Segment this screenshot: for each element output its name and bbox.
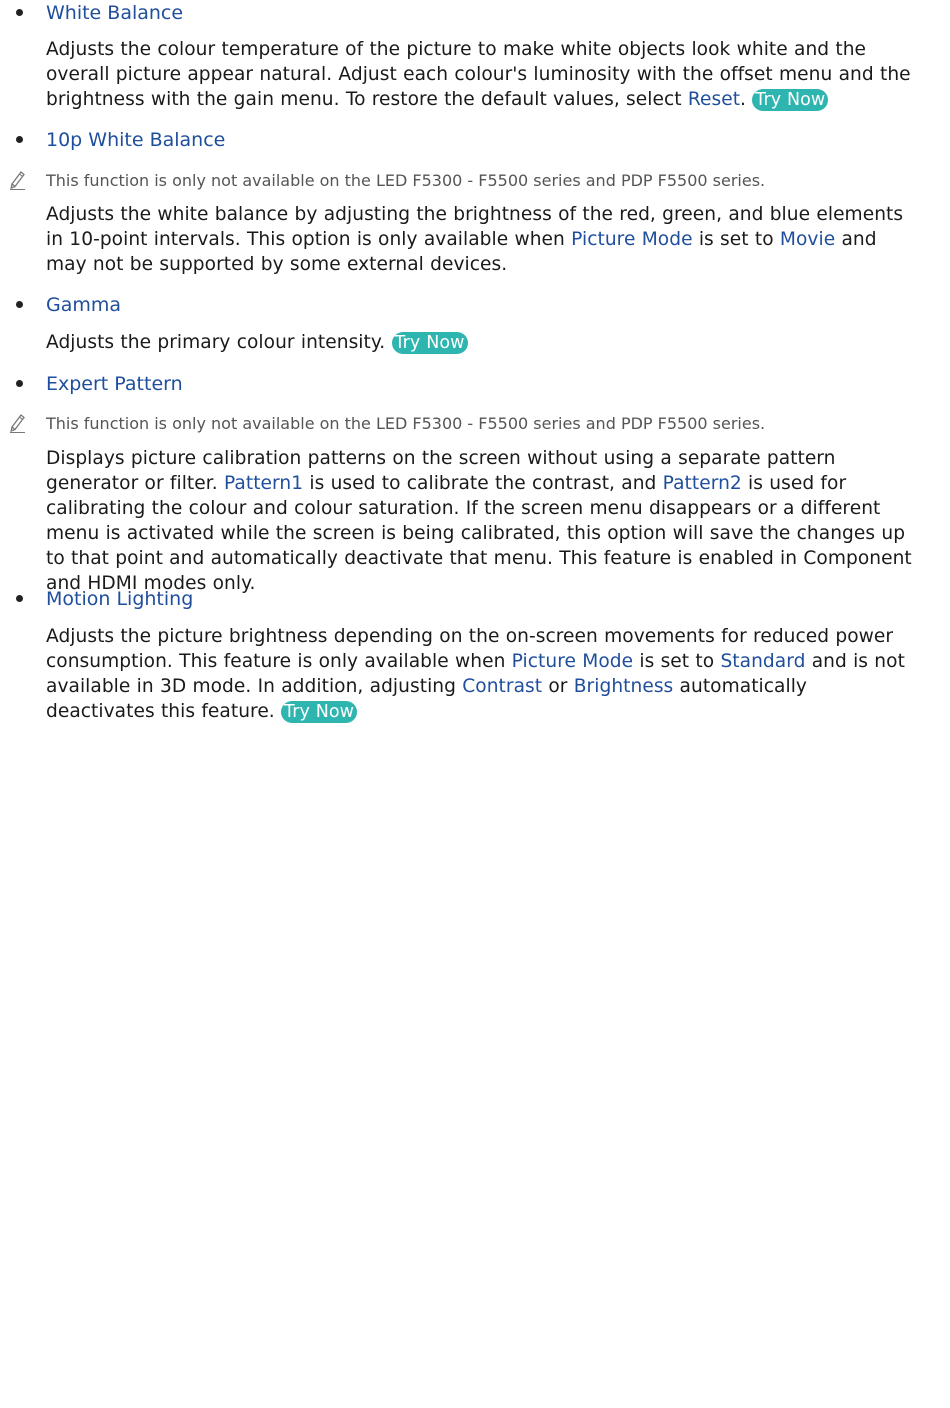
bullet-dot	[16, 301, 23, 308]
item-expert-pattern	[0, 371, 940, 397]
heading-gamma: Gamma	[46, 294, 122, 316]
bullet-dot	[16, 595, 23, 602]
para-white-balance: Adjusts the colour temperature of the picture to make white objects look white and the overall picture appear natural. Adjust each colour's luminosity with the offset menu and the brightness with the gain menu. To restore the default values, select Reset. Try Now	[46, 39, 911, 110]
heading-motion-lighting: Motion Lighting	[46, 588, 194, 610]
keyword-reset[interactable]: Reset	[687, 89, 741, 110]
para-10p-white-balance: Adjusts the white balance by adjusting the brightness of the red, green, and blue elements in 10-point intervals. This option is only available when Picture Mode is set to Movie and may not be supported by some external devices.	[46, 204, 904, 275]
note-text: This function is only not available on the LED F5300 - F5500 series and PDP F5500 series.	[46, 414, 766, 433]
para-gamma: Adjusts the primary colour intensity. Try Now	[46, 330, 918, 355]
keyword-pattern1[interactable]: Pattern1	[223, 473, 304, 494]
para-expert-pattern: Displays picture calibration patterns on the screen without using a separate pattern generator or filter. Pattern1 is used to calibrate the contrast, and Pattern2 is used for calibrating the colour and colour saturation. If the screen menu disappears or a different menu is activated while the screen is being calibrated, this option will save the changes up to that point and automatically deactivate that menu. This feature is enabled in Component and HDMI modes only.	[46, 448, 912, 594]
keyword-picture-mode[interactable]: Picture Mode	[511, 651, 634, 672]
para-motion-lighting: Adjusts the picture brightness depending on the on-screen movements for reduced power consumption. This feature is only available when Picture Mode is set to Standard and is not available in 3D mode. In addition, adjusting Contrast or Brightness automatically deactivates this feature. Try Now	[46, 626, 905, 722]
keyword-pattern2[interactable]: Pattern2	[662, 473, 742, 494]
item-motion-lighting	[0, 586, 940, 612]
keyword-standard[interactable]: Standard	[720, 651, 806, 672]
keyword-movie[interactable]: Movie	[779, 229, 836, 250]
pencil-note-icon	[8, 412, 28, 434]
note-10p-white-balance	[0, 169, 940, 193]
note-text: This function is only not available on the LED F5300 - F5500 series and PDP F5500 series.	[46, 171, 766, 190]
bullet-dot	[16, 136, 23, 143]
heading-white-balance: White Balance	[46, 2, 184, 24]
pencil-note-icon	[8, 169, 28, 191]
item-white-balance	[0, 0, 940, 26]
bullet-dot	[16, 380, 23, 387]
try-now-button[interactable]: Try Now	[752, 89, 828, 111]
try-now-button[interactable]: Try Now	[281, 701, 357, 723]
keyword-picture-mode[interactable]: Picture Mode	[571, 229, 693, 250]
note-expert-pattern	[0, 412, 940, 436]
item-gamma	[0, 292, 940, 318]
heading-expert-pattern: Expert Pattern	[46, 373, 183, 395]
keyword-contrast[interactable]: Contrast	[462, 676, 543, 697]
keyword-brightness[interactable]: Brightness	[573, 676, 674, 697]
heading-10p-white-balance: 10p White Balance	[46, 129, 226, 151]
item-10p-white-balance	[0, 127, 940, 153]
bullet-dot	[16, 9, 23, 16]
try-now-button[interactable]: Try Now	[392, 332, 468, 354]
